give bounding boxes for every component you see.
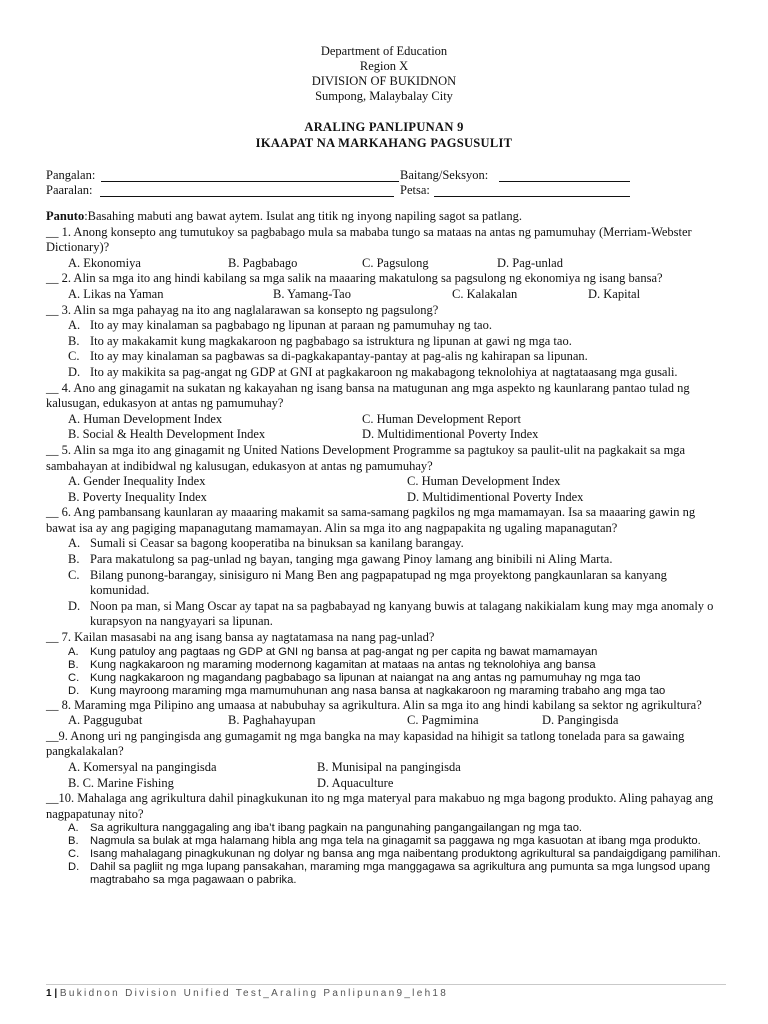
- q4-option-b[interactable]: B. Social & Health Development Index: [68, 427, 266, 442]
- option-text: Ito ay makikita sa pag-angat ng GDP at GNI at pagkakaroon ng makabagong teknolohiya at nagtataasang mga gusali.: [90, 364, 678, 379]
- q5-option-d[interactable]: D. Multidimentional Poverty Index: [407, 489, 584, 504]
- q4-option-a[interactable]: A. Human Development Index: [68, 411, 223, 426]
- region-line: Region X: [359, 59, 409, 73]
- footer-text: Bukidnon Division Unified Test_Araling Panlipunan9_leh18: [59, 988, 449, 999]
- q6-option-a[interactable]: [46, 536, 726, 552]
- q1-option-d[interactable]: D. Pag-unlad: [497, 255, 563, 270]
- question-2: __ 2. Alin sa mga ito ang hindi kabilang sa mga salik na maaaring makatulong sa pagsulong ng ekonomiya ng isang bansa?: [46, 271, 663, 286]
- name-row: [46, 168, 646, 184]
- option-letter: A.: [68, 536, 81, 551]
- q8-option-b[interactable]: B. Paghahayupan: [228, 713, 316, 728]
- question-9-options-row1: [46, 760, 726, 776]
- option-text: Kung patuloy ang pagtaas ng GDP at GNI ng bansa at pag-angat ng per capita ng bawat mamamayan: [90, 645, 598, 658]
- name-blank[interactable]: [101, 181, 399, 182]
- question-5: __ 5. Alin sa mga ito ang ginagamit ng United Nations Development Programme sa pagtukoy sa paulit-ulit na pagkakait sa mga sambahayan at indibidwal ng kalusugan, edukasyon at antas ng pamumuhay?: [46, 442, 686, 473]
- option-text: Kung nagkakaroon ng maraming modernong kagamitan at mataas na antas ng teknolohiya ang bansa: [90, 658, 596, 671]
- option-text: Dahil sa pagliit ng mga lupang pansakahan, maraming mga manggagawa sa agrikultura ang pumunta sa mga lungsod upang magtrabaho sa mga pagawaan o pabrika.: [90, 861, 711, 887]
- option-letter: B.: [68, 333, 80, 348]
- option-text: Para makatulong sa pag-unlad ng bayan, tanging mga gawang Pinoy lamang ang binibili ni Aling Marta.: [90, 552, 613, 567]
- q5-option-b[interactable]: B. Poverty Inequality Index: [68, 489, 207, 504]
- question-8: __ 8. Maraming mga Pilipino ang umaasa at nabubuhay sa agrikultura. Alin sa mga ito ang hindi kabilang sa sektor ng agrikultura?: [46, 697, 702, 712]
- name-label: Pangalan:: [46, 168, 96, 182]
- q8-option-d[interactable]: D. Pangingisda: [542, 713, 619, 728]
- q7-option-c[interactable]: [46, 672, 726, 685]
- exam-name: IKAAPAT NA MARKAHANG PAGSUSULIT: [255, 136, 513, 150]
- q10-option-d[interactable]: [46, 861, 726, 887]
- q1-option-c[interactable]: C. Pagsulong: [362, 255, 429, 270]
- option-letter: B.: [68, 552, 80, 567]
- q9-option-c[interactable]: B. Munisipal na pangingisda: [317, 760, 461, 774]
- option-text: Noon pa man, si Mang Oscar ay tapat na sa pagbabayad ng kanyang buwis at talagang nakikialam kung may mga anomaly o kurapsyon na nangyayari sa lipunan.: [90, 598, 714, 629]
- q4-option-c[interactable]: C. Human Development Report: [362, 411, 521, 426]
- q2-option-a[interactable]: A. Likas na Yaman: [68, 286, 164, 301]
- q10-option-a[interactable]: [46, 822, 726, 835]
- option-letter: A.: [68, 822, 79, 835]
- question-4-options-row1: [46, 412, 726, 428]
- question-1-options: [46, 256, 726, 272]
- option-letter: C.: [68, 349, 80, 364]
- page-footer: [46, 984, 726, 999]
- option-letter: B.: [68, 835, 79, 848]
- question-9: __9. Anong uri ng pangingisda ang gumagamit ng mga bangka na may kapasidad na hihigit sa tatlong tonelada para sa gawaing pangkalakalan?: [46, 728, 685, 759]
- date-label: Petsa:: [400, 183, 430, 197]
- option-letter: D.: [68, 861, 80, 874]
- question-3-options: [46, 318, 726, 380]
- q2-option-d[interactable]: D. Kapital: [588, 286, 641, 301]
- option-letter: D.: [68, 684, 80, 697]
- option-letter: D.: [68, 598, 81, 613]
- exam-content: [46, 209, 726, 887]
- q7-option-d[interactable]: [46, 685, 726, 698]
- q1-option-a[interactable]: A. Ekonomiya: [68, 255, 141, 270]
- subject-title: ARALING PANLIPUNAN 9: [304, 120, 464, 134]
- school-blank[interactable]: [100, 196, 394, 197]
- q6-option-c[interactable]: [46, 568, 726, 599]
- option-letter: A.: [68, 645, 79, 658]
- q7-option-a[interactable]: [46, 646, 726, 659]
- option-letter: C.: [68, 848, 80, 861]
- question-7: __ 7. Kailan masasabi na ang isang bansa ay nagtatamasa na nang pag-unlad?: [46, 630, 435, 645]
- option-text: Ito ay may kinalaman sa pagbabago ng lipunan at paraan ng pamumuhay ng tao.: [90, 318, 492, 333]
- directions: [46, 209, 726, 225]
- q10-option-b[interactable]: [46, 835, 726, 848]
- department-line: Department of Education: [320, 44, 448, 58]
- q9-option-a[interactable]: A. Komersyal na pangingisda: [68, 760, 217, 774]
- q9-option-d[interactable]: D. Aquaculture: [317, 775, 394, 790]
- date-blank[interactable]: [434, 196, 630, 197]
- option-text: Ito ay may kinalaman sa pagbawas sa di-pagkakapantay-pantay at pag-alis ng kahirapan sa lipunan.: [90, 349, 588, 364]
- option-letter: C.: [68, 567, 80, 582]
- school-label: Paaralan:: [46, 183, 93, 197]
- question-1: __ 1. Anong konsepto ang tumutukoy sa pagbabago mula sa mababa tungo sa mataas na antas ng pamumuhay (Merriam-Webster Dictionary)?: [46, 224, 692, 255]
- q7-option-b[interactable]: [46, 659, 726, 672]
- q6-option-b[interactable]: [46, 552, 726, 568]
- address-line: Sumpong, Malaybalay City: [315, 89, 453, 103]
- option-text: Kung nagkakaroon ng magandang pagbabago sa lipunan at naiangat na ang antas ng pamumuhay ng mga tao: [90, 671, 641, 684]
- question-9-options-row2: [46, 776, 726, 792]
- option-text: Bilang punong-barangay, sinisiguro ni Mang Ben ang pagpapatupad ng mga proyektong pangkaunlaran sa kanyang komunidad.: [90, 567, 667, 598]
- question-5-options-row2: [46, 490, 726, 506]
- option-text: Isang mahalagang pinagkukunan ng dolyar ng bansa ang mga naibentang produktong agrikultural sa pandaigdigang pamilihan.: [90, 848, 721, 861]
- question-7-options: [46, 646, 726, 698]
- q3-option-a[interactable]: [46, 318, 726, 334]
- document-header: [0, 44, 768, 104]
- q2-option-b[interactable]: B. Yamang-Tao: [273, 286, 351, 301]
- question-4: __ 4. Ano ang ginagamit na sukatan ng kakayahan ng isang bansa na matugunan ang mga aspekto ng kaunlarang pantao tulad ng kalusugan, edukasyon at antas ng pamumuhay?: [46, 380, 690, 411]
- q1-option-b[interactable]: B. Pagbabago: [228, 255, 298, 270]
- q2-option-c[interactable]: C. Kalakalan: [452, 286, 518, 301]
- option-letter: C.: [68, 671, 80, 684]
- school-row: [46, 183, 646, 199]
- directions-label: Panuto: [46, 209, 85, 223]
- option-text: Nagmula sa bulak at mga halamang hibla ang mga tela na ginagamit sa paggawa ng mga kasuotan at ibang mga produkto.: [90, 835, 701, 848]
- question-5-options-row1: [46, 474, 726, 490]
- option-text: Ito ay makakamit kung magkakaroon ng pagbabago sa istruktura ng lipunan at gawi ng mga tao.: [90, 333, 572, 348]
- q5-option-c[interactable]: C. Human Development Index: [407, 474, 561, 489]
- q9-option-b[interactable]: B. C. Marine Fishing: [68, 775, 174, 790]
- option-letter: A.: [68, 318, 81, 333]
- exam-title: [0, 119, 768, 151]
- question-10-options: [46, 822, 726, 887]
- q4-option-d[interactable]: D. Multidimentional Poverty Index: [362, 427, 539, 442]
- question-8-options: [46, 713, 726, 729]
- page-number: 1 |: [46, 988, 60, 999]
- q3-option-b[interactable]: [46, 334, 726, 350]
- q3-option-c[interactable]: [46, 349, 726, 365]
- q8-option-c[interactable]: C. Pagmimina: [407, 713, 479, 728]
- option-letter: B.: [68, 658, 79, 671]
- section-label: Baitang/Seksyon:: [400, 168, 489, 182]
- option-text: Sumali si Ceasar sa bagong kooperatiba na binuksan sa kanilang barangay.: [90, 536, 464, 551]
- question-4-options-row2: [46, 427, 726, 443]
- directions-text: :Basahing mabuti ang bawat aytem. Isulat ang titik ng inyong napiling sagot sa patlang.: [84, 209, 522, 223]
- q5-option-a[interactable]: A. Gender Inequality Index: [68, 474, 206, 489]
- option-text: Sa agrikultura nanggagaling ang iba’t ibang pagkain na pangunahing pangangailangan ng mga tao.: [90, 822, 583, 835]
- question-2-options: [46, 287, 726, 303]
- division-line: DIVISION OF BUKIDNON: [311, 74, 457, 88]
- q3-option-d[interactable]: [46, 365, 726, 381]
- q8-option-a[interactable]: A. Paggugubat: [68, 713, 143, 728]
- question-6-options: [46, 536, 726, 630]
- question-10: __10. Mahalaga ang agrikultura dahil pinagkukunan ito ng mga materyal para makabuo ng mga bagong produkto. Aling pahayag ang nagpapatunay nito?: [46, 791, 714, 821]
- q10-option-c[interactable]: [46, 848, 726, 861]
- option-letter: D.: [68, 364, 81, 379]
- question-3: __ 3. Alin sa mga pahayag na ito ang naglalarawan sa konsepto ng pagsulong?: [46, 302, 439, 317]
- option-text: Kung mayroong maraming mga mamumuhunan ang nasa bansa at nagkakaroon ng maraming trabaho ang mga tao: [90, 684, 666, 697]
- question-6: __ 6. Ang pambansang kaunlaran ay maaaring makamit sa sama-samang pagkilos ng mga mamamayan. Isa sa maaaring gawin ng bawat isa ay ang pagiging mapanagutang mamamayan. Alin sa mga ito ang nagpapakita ng ugaling mapanagutan?: [46, 505, 696, 535]
- section-blank[interactable]: [499, 181, 630, 182]
- q6-option-d[interactable]: [46, 599, 726, 630]
